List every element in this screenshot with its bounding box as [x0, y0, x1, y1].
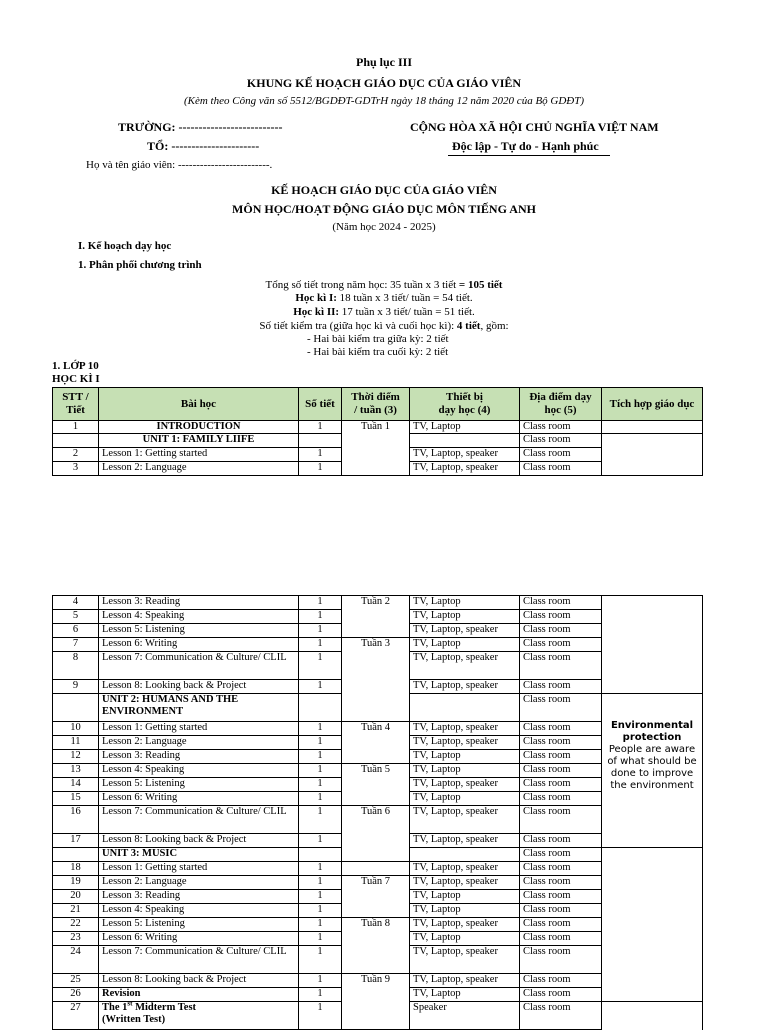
- cell-periods: [299, 694, 342, 722]
- teacher-name-field: Họ và tên giáo viên: -------------------------.: [86, 159, 273, 171]
- cell-periods: 1: [299, 918, 342, 932]
- cell-equipment: TV, Laptop, speaker: [410, 652, 520, 680]
- cell-place: Class room: [520, 694, 602, 722]
- cell-equipment: TV, Laptop: [410, 792, 520, 806]
- cell-equipment: TV, Laptop, speaker: [410, 624, 520, 638]
- cell-stt: 15: [53, 792, 99, 806]
- cell-stt: 9: [53, 680, 99, 694]
- cell-lesson: Revision: [99, 988, 299, 1002]
- cell-place: Class room: [520, 778, 602, 792]
- cell-week: Tuần 5: [342, 764, 410, 806]
- cell-lesson: UNIT 1: FAMILY LIIFE: [99, 434, 299, 448]
- cell-lesson: Lesson 5: Listening: [99, 624, 299, 638]
- cell-stt: 16: [53, 806, 99, 834]
- cell-stt: 4: [53, 596, 99, 610]
- cell-lesson: UNIT 3: MUSIC: [99, 848, 299, 862]
- col-header-place: Địa điểm dạy học (5): [520, 388, 602, 421]
- cell-integration: [602, 596, 703, 694]
- cell-place: Class room: [520, 876, 602, 890]
- cell-equipment: TV, Laptop: [410, 750, 520, 764]
- cell-stt: 13: [53, 764, 99, 778]
- cell-lesson: Lesson 5: Listening: [99, 918, 299, 932]
- total-periods: Tổng số tiết trong năm học: 35 tuần x 3 tiết = 105 tiết: [265, 279, 503, 291]
- table-header-row: [53, 388, 703, 421]
- cell-integration: [602, 421, 703, 434]
- lesson-table-part1: [52, 387, 703, 476]
- cell-equipment: TV, Laptop, speaker: [410, 946, 520, 974]
- cell-equipment: TV, Laptop, speaker: [410, 462, 520, 476]
- cell-lesson: Lesson 2: Language: [99, 876, 299, 890]
- cell-stt: 23: [53, 932, 99, 946]
- cell-stt: 11: [53, 736, 99, 750]
- cell-place: Class room: [520, 988, 602, 1002]
- cell-place: Class room: [520, 806, 602, 834]
- cell-equipment: TV, Laptop, speaker: [410, 778, 520, 792]
- appendix-label: Phụ lục III: [355, 55, 413, 69]
- cell-place: Class room: [520, 1002, 602, 1030]
- cell-periods: 1: [299, 610, 342, 624]
- cell-equipment: TV, Laptop, speaker: [410, 448, 520, 462]
- cell-place: Class room: [520, 764, 602, 778]
- final-tests: - Hai bài kiểm tra cuối kỳ: 2 tiết: [307, 346, 449, 358]
- cell-lesson: Lesson 8: Looking back & Project: [99, 834, 299, 848]
- cell-equipment: Speaker: [410, 1002, 520, 1030]
- cell-periods: 1: [299, 638, 342, 652]
- cell-stt: 20: [53, 890, 99, 904]
- cell-lesson: Lesson 7: Communication & Culture/ CLIL: [99, 946, 299, 974]
- cell-lesson: Lesson 1: Getting started: [99, 862, 299, 876]
- cell-lesson: Lesson 8: Looking back & Project: [99, 680, 299, 694]
- cell-equipment: TV, Laptop, speaker: [410, 834, 520, 848]
- cell-place: Class room: [520, 946, 602, 974]
- cell-periods: 1: [299, 462, 342, 476]
- cell-periods: [299, 848, 342, 862]
- cell-equipment: TV, Laptop, speaker: [410, 862, 520, 876]
- cell-periods: 1: [299, 876, 342, 890]
- cell-periods: 1: [299, 946, 342, 974]
- cell-week: Tuần 8: [342, 918, 410, 974]
- cell-place: Class room: [520, 638, 602, 652]
- cell-equipment: [410, 694, 520, 722]
- integration-title: Environmental protection: [610, 720, 694, 743]
- framework-subtitle: (Kèm theo Công văn số 5512/BGDĐT-GDTrH ngày 18 tháng 12 năm 2020 của Bộ GDĐT): [183, 95, 585, 107]
- cell-equipment: TV, Laptop: [410, 610, 520, 624]
- cell-stt: 18: [53, 862, 99, 876]
- cell-equipment: TV, Laptop: [410, 988, 520, 1002]
- cell-lesson: Lesson 3: Reading: [99, 596, 299, 610]
- cell-stt: 6: [53, 624, 99, 638]
- cell-periods: 1: [299, 806, 342, 834]
- cell-lesson: Lesson 5: Listening: [99, 778, 299, 792]
- cell-equipment: TV, Laptop, speaker: [410, 876, 520, 890]
- group-field: TỔ: ----------------------: [147, 139, 260, 153]
- cell-periods: 1: [299, 652, 342, 680]
- cell-periods: 1: [299, 974, 342, 988]
- cell-periods: 1: [299, 624, 342, 638]
- cell-stt: [53, 434, 99, 448]
- cell-place: Class room: [520, 862, 602, 876]
- cell-week: Tuần 1: [342, 421, 410, 476]
- cell-place: Class room: [520, 624, 602, 638]
- cell-stt: 21: [53, 904, 99, 918]
- table-row: [53, 421, 703, 434]
- table-row: [53, 596, 703, 610]
- cell-equipment: TV, Laptop, speaker: [410, 680, 520, 694]
- cell-week: Tuần 2: [342, 596, 410, 638]
- cell-lesson: Lesson 2: Language: [99, 462, 299, 476]
- cell-week: Tuần 9: [342, 974, 410, 1030]
- cell-stt: 24: [53, 946, 99, 974]
- cell-stt: 14: [53, 778, 99, 792]
- col-header-time: Thời điểm / tuần (3): [342, 388, 410, 421]
- cell-stt: 10: [53, 722, 99, 736]
- col-header-periods: Số tiết: [299, 388, 342, 421]
- cell-periods: 1: [299, 890, 342, 904]
- cell-periods: 1: [299, 862, 342, 876]
- cell-lesson: Lesson 6: Writing: [99, 792, 299, 806]
- cell-place: Class room: [520, 596, 602, 610]
- cell-place: Class room: [520, 610, 602, 624]
- semester2-periods: Học kì II: 17 tuần x 3 tiết/ tuần = 51 tiết.: [293, 306, 475, 318]
- cell-week: Tuần 6: [342, 806, 410, 862]
- cell-stt: [53, 694, 99, 722]
- cell-place: Class room: [520, 421, 602, 434]
- country-name: CỘNG HÒA XÃ HỘI CHỦ NGHĨA VIỆT NAM: [410, 120, 659, 134]
- cell-stt: 22: [53, 918, 99, 932]
- cell-lesson: Lesson 6: Writing: [99, 638, 299, 652]
- cell-lesson: Lesson 1: Getting started: [99, 448, 299, 462]
- cell-integration: [602, 694, 703, 848]
- cell-stt: 7: [53, 638, 99, 652]
- cell-place: Class room: [520, 848, 602, 862]
- grade-label: 1. LỚP 10: [52, 360, 99, 372]
- cell-lesson: Lesson 4: Speaking: [99, 610, 299, 624]
- cell-equipment: TV, Laptop: [410, 890, 520, 904]
- cell-lesson: Lesson 1: Getting started: [99, 722, 299, 736]
- midterm-tests: - Hai bài kiểm tra giữa kỳ: 2 tiết: [307, 333, 449, 345]
- motto-underline: [448, 155, 610, 156]
- cell-place: Class room: [520, 652, 602, 680]
- school-year: (Năm học 2024 - 2025): [332, 221, 436, 233]
- cell-periods: 1: [299, 778, 342, 792]
- cell-place: Class room: [520, 918, 602, 932]
- cell-lesson: Lesson 4: Speaking: [99, 904, 299, 918]
- cell-stt: 1: [53, 421, 99, 434]
- cell-place: Class room: [520, 434, 602, 448]
- cell-lesson: Lesson 2: Language: [99, 736, 299, 750]
- cell-place: Class room: [520, 890, 602, 904]
- col-header-integration: Tích hợp giáo dục: [602, 388, 703, 421]
- cell-stt: 27: [53, 1002, 99, 1030]
- cell-periods: 1: [299, 750, 342, 764]
- cell-periods: [299, 434, 342, 448]
- cell-lesson: UNIT 2: HUMANS AND THE ENVIRONMENT: [99, 694, 299, 722]
- cell-week: Tuần 7: [342, 876, 410, 918]
- cell-equipment: TV, Laptop: [410, 764, 520, 778]
- cell-lesson: Lesson 3: Reading: [99, 750, 299, 764]
- cell-place: Class room: [520, 932, 602, 946]
- cell-equipment: TV, Laptop: [410, 596, 520, 610]
- cell-periods: 1: [299, 680, 342, 694]
- semester1-periods: Học kì I: 18 tuần x 3 tiết/ tuần = 54 tiết.: [295, 292, 473, 304]
- cell-week: Tuần 4: [342, 722, 410, 764]
- cell-week: Tuần 3: [342, 638, 410, 722]
- cell-lesson: Lesson 6: Writing: [99, 932, 299, 946]
- cell-stt: 5: [53, 610, 99, 624]
- cell-place: Class room: [520, 722, 602, 736]
- cell-place: Class room: [520, 750, 602, 764]
- cell-periods: 1: [299, 834, 342, 848]
- cell-integration: [602, 848, 703, 1002]
- cell-equipment: TV, Laptop: [410, 904, 520, 918]
- cell-periods: 1: [299, 1002, 342, 1030]
- cell-stt: 17: [53, 834, 99, 848]
- school-field: TRƯỜNG: --------------------------: [118, 120, 283, 134]
- cell-equipment: [410, 848, 520, 862]
- cell-place: Class room: [520, 736, 602, 750]
- lesson-table-part2: [52, 595, 703, 1030]
- col-header-lesson: Bài học: [99, 388, 299, 421]
- subsection-heading: 1. Phân phối chương trình: [78, 259, 202, 271]
- cell-periods: 1: [299, 448, 342, 462]
- cell-place: Class room: [520, 904, 602, 918]
- col-header-stt: STT / Tiết: [53, 388, 99, 421]
- cell-periods: 1: [299, 932, 342, 946]
- cell-periods: 1: [299, 596, 342, 610]
- cell-stt: 19: [53, 876, 99, 890]
- cell-equipment: TV, Laptop: [410, 638, 520, 652]
- cell-periods: 1: [299, 988, 342, 1002]
- cell-equipment: TV, Laptop, speaker: [410, 736, 520, 750]
- cell-place: Class room: [520, 834, 602, 848]
- cell-equipment: TV, Laptop: [410, 421, 520, 434]
- cell-periods: 1: [299, 792, 342, 806]
- cell-lesson: Lesson 4: Speaking: [99, 764, 299, 778]
- cell-equipment: TV, Laptop: [410, 932, 520, 946]
- national-motto: Độc lập - Tự do - Hạnh phúc: [452, 139, 599, 153]
- cell-lesson: The 1st Midterm Test (Written Test): [99, 1002, 299, 1030]
- test-periods: Số tiết kiểm tra (giữa học kì và cuối học kì): 4 tiết, gồm:: [259, 320, 509, 332]
- cell-place: Class room: [520, 974, 602, 988]
- cell-stt: 2: [53, 448, 99, 462]
- cell-equipment: TV, Laptop, speaker: [410, 918, 520, 932]
- cell-lesson: Lesson 7: Communication & Culture/ CLIL: [99, 652, 299, 680]
- cell-equipment: TV, Laptop, speaker: [410, 974, 520, 988]
- semester-label: HỌC KÌ I: [52, 373, 100, 385]
- cell-lesson: INTRODUCTION: [99, 421, 299, 434]
- cell-stt: 8: [53, 652, 99, 680]
- cell-lesson: Lesson 8: Looking back & Project: [99, 974, 299, 988]
- cell-place: Class room: [520, 448, 602, 462]
- cell-place: Class room: [520, 680, 602, 694]
- framework-title: KHUNG KẾ HOẠCH GIÁO DỤC CỦA GIÁO VIÊN: [246, 76, 522, 90]
- cell-periods: 1: [299, 904, 342, 918]
- cell-stt: [53, 848, 99, 862]
- cell-lesson: Lesson 7: Communication & Culture/ CLIL: [99, 806, 299, 834]
- cell-equipment: TV, Laptop, speaker: [410, 722, 520, 736]
- integration-text: People are aware of what should be done to improve the environment: [607, 744, 697, 791]
- cell-periods: 1: [299, 736, 342, 750]
- cell-place: Class room: [520, 462, 602, 476]
- cell-stt: 3: [53, 462, 99, 476]
- cell-periods: 1: [299, 421, 342, 434]
- cell-stt: 25: [53, 974, 99, 988]
- cell-equipment: [410, 434, 520, 448]
- subject-title: MÔN HỌC/HOẠT ĐỘNG GIÁO DỤC MÔN TIẾNG ANH: [232, 202, 536, 216]
- col-header-equipment: Thiết bị dạy học (4): [410, 388, 520, 421]
- cell-integration: [602, 434, 703, 476]
- cell-place: Class room: [520, 792, 602, 806]
- cell-stt: 12: [53, 750, 99, 764]
- cell-stt: 26: [53, 988, 99, 1002]
- plan-title: KẾ HOẠCH GIÁO DỤC CỦA GIÁO VIÊN: [271, 183, 497, 197]
- cell-periods: 1: [299, 764, 342, 778]
- section-heading: I. Kế hoạch dạy học: [78, 240, 172, 252]
- cell-week: [342, 862, 410, 876]
- cell-periods: 1: [299, 722, 342, 736]
- cell-lesson: Lesson 3: Reading: [99, 890, 299, 904]
- cell-equipment: TV, Laptop, speaker: [410, 806, 520, 834]
